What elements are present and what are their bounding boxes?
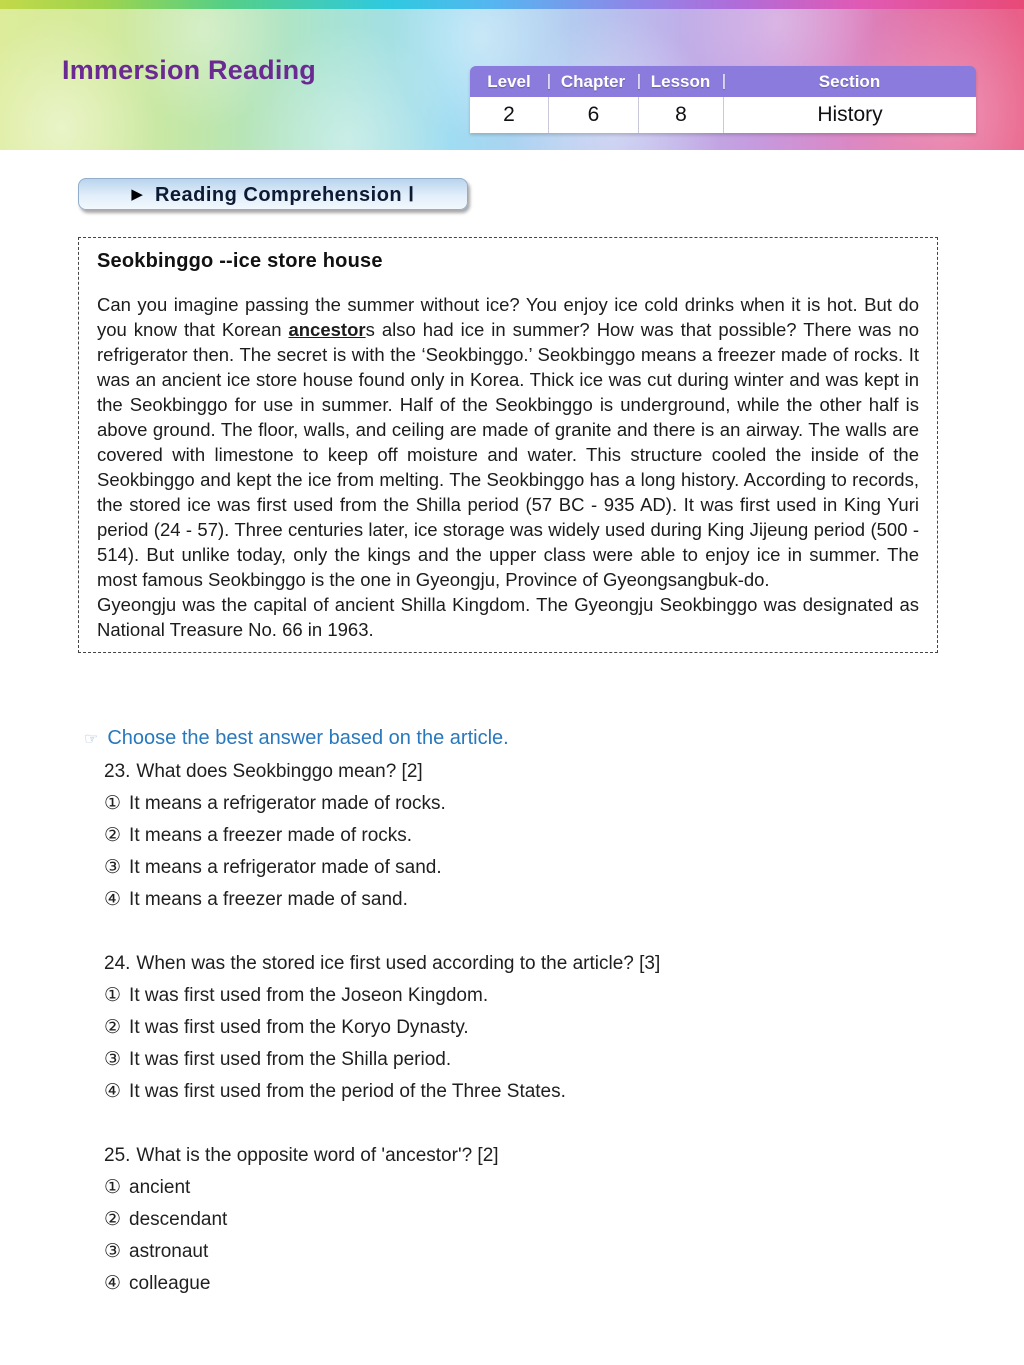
option-text: astronaut bbox=[129, 1241, 209, 1262]
option-row bbox=[104, 1268, 944, 1300]
option-row bbox=[104, 1236, 944, 1268]
question-text: What is the opposite word of 'ancestor'? [2] bbox=[136, 1145, 499, 1166]
option-text: It means a refrigerator made of sand. bbox=[129, 857, 442, 878]
option-marker: ④ bbox=[104, 889, 122, 910]
option-marker: ② bbox=[104, 1209, 122, 1230]
option-row bbox=[104, 820, 944, 852]
option-text: It was first used from the Joseon Kingdom. bbox=[129, 985, 489, 1006]
table-header-section bbox=[723, 66, 976, 97]
question-text: When was the stored ice first used according to the article? [3] bbox=[136, 953, 661, 974]
option-marker: ③ bbox=[104, 1049, 122, 1070]
option-text: It means a freezer made of sand. bbox=[129, 889, 408, 910]
question-number: 23. bbox=[104, 761, 131, 782]
table-header-label: Section bbox=[818, 71, 881, 91]
option-row bbox=[104, 1012, 944, 1044]
column-separator: | bbox=[546, 72, 551, 90]
info-table bbox=[470, 66, 976, 133]
instruction-line bbox=[84, 727, 509, 750]
table-value-lesson: 8 bbox=[638, 97, 723, 133]
header-banner bbox=[0, 0, 1024, 150]
passage-paragraph-2: Gyeongju was the capital of ancient Shilla Kingdom. The Gyeongju Seokbinggo was designated as National Treasure No. 66 in 1963. bbox=[97, 594, 919, 640]
question-text: What does Seokbinggo mean? [2] bbox=[136, 761, 423, 782]
option-text: It was first used from the Koryo Dynasty. bbox=[129, 1017, 469, 1038]
option-row bbox=[104, 852, 944, 884]
table-value-chapter: 6 bbox=[548, 97, 638, 133]
section-badge bbox=[78, 178, 468, 210]
option-marker: ④ bbox=[104, 1273, 122, 1294]
column-separator: | bbox=[636, 72, 641, 90]
banner-top-strip bbox=[0, 0, 1024, 9]
question-block-23 bbox=[104, 756, 944, 916]
section-badge-label: Reading Comprehension Ⅰ bbox=[154, 183, 415, 206]
option-row bbox=[104, 1044, 944, 1076]
question-text-line bbox=[104, 756, 944, 788]
option-row bbox=[104, 980, 944, 1012]
pointing-hand-icon: ☞ bbox=[84, 730, 99, 748]
option-text: descendant bbox=[129, 1209, 228, 1230]
table-header-lesson bbox=[638, 66, 726, 97]
option-text: It was first used from the period of the Three States. bbox=[129, 1081, 566, 1102]
option-row bbox=[104, 788, 944, 820]
triangle-bullet-icon: ▶ bbox=[131, 185, 143, 203]
table-value-section: History bbox=[723, 97, 976, 133]
option-marker: ③ bbox=[104, 857, 122, 878]
ancestor-underlined-word: ancestor bbox=[288, 319, 366, 340]
question-block-24 bbox=[104, 948, 944, 1108]
option-marker: ① bbox=[104, 985, 122, 1006]
table-header-label: Chapter bbox=[560, 71, 626, 91]
column-separator: | bbox=[721, 72, 726, 90]
info-table-header-row bbox=[470, 66, 976, 97]
question-text-line bbox=[104, 948, 944, 980]
question-block-25 bbox=[104, 1140, 944, 1300]
option-row bbox=[104, 1076, 944, 1108]
option-marker: ① bbox=[104, 793, 122, 814]
option-row bbox=[104, 884, 944, 916]
option-text: It was first used from the Shilla period. bbox=[129, 1049, 452, 1070]
option-text: It means a freezer made of rocks. bbox=[129, 825, 413, 846]
info-table-value-row bbox=[470, 97, 976, 133]
question-number: 25. bbox=[104, 1145, 131, 1166]
table-header-level bbox=[470, 66, 551, 97]
question-number: 24. bbox=[104, 953, 131, 974]
option-text: colleague bbox=[129, 1273, 211, 1294]
brand-logo: Immersion Reading bbox=[62, 55, 316, 85]
option-text: ancient bbox=[129, 1177, 191, 1198]
table-value-level: 2 bbox=[503, 103, 515, 126]
option-row bbox=[104, 1204, 944, 1236]
questions-section bbox=[104, 756, 944, 1332]
option-marker: ② bbox=[104, 825, 122, 846]
passage-box bbox=[78, 237, 938, 653]
option-text: It means a refrigerator made of rocks. bbox=[129, 793, 446, 814]
question-text-line bbox=[104, 1140, 944, 1172]
table-header-chapter bbox=[548, 66, 641, 97]
passage-title: Seokbinggo --ice store house bbox=[97, 250, 383, 272]
table-header-label: Level bbox=[487, 71, 531, 91]
passage-text: Can you imagine passing the summer without ice? You enjoy ice cold drinks when it is hot. But do you know that Korean bbox=[97, 294, 919, 340]
instruction-text: Choose the best answer based on the article. bbox=[107, 727, 509, 749]
passage-text: s also had ice in summer? How was that possible? There was no refrigerator then. The secret is with the ‘Seokbinggo.’ Seokbinggo means a freezer made of rocks. It was an ancient ice store house found only in Korea. Thick ice was cut during winter and was kept in the Seokbinggo for use in summer. Half of the Seokbinggo is underground, while the other half is above ground. The floor, walls, and ceiling are made of granite and there is an airway. The walls are covered with limestone to keep off moisture and water. This structure cooled the inside of the Seokbinggo and kept the ice from melting. The Seokbinggo has a long history. According to records, the stored ice was first used from the Shilla period (57 BC - 935 AD). It was first used in King Yuri period (24 - 57). Three centuries later, ice storage was widely used during King Jijeung period (500 - 514). But unlike today, only the kings and the upper class were able to enjoy ice in summer. The most famous Seokbinggo is the one in Gyeongju, Province of Gyeongsangbuk-do. bbox=[97, 319, 919, 590]
option-marker: ① bbox=[104, 1177, 122, 1198]
option-marker: ④ bbox=[104, 1081, 122, 1102]
option-row bbox=[104, 1172, 944, 1204]
option-marker: ② bbox=[104, 1017, 122, 1038]
option-marker: ③ bbox=[104, 1241, 122, 1262]
passage-paragraph-1 bbox=[97, 292, 919, 592]
table-header-label: Lesson bbox=[650, 71, 711, 91]
